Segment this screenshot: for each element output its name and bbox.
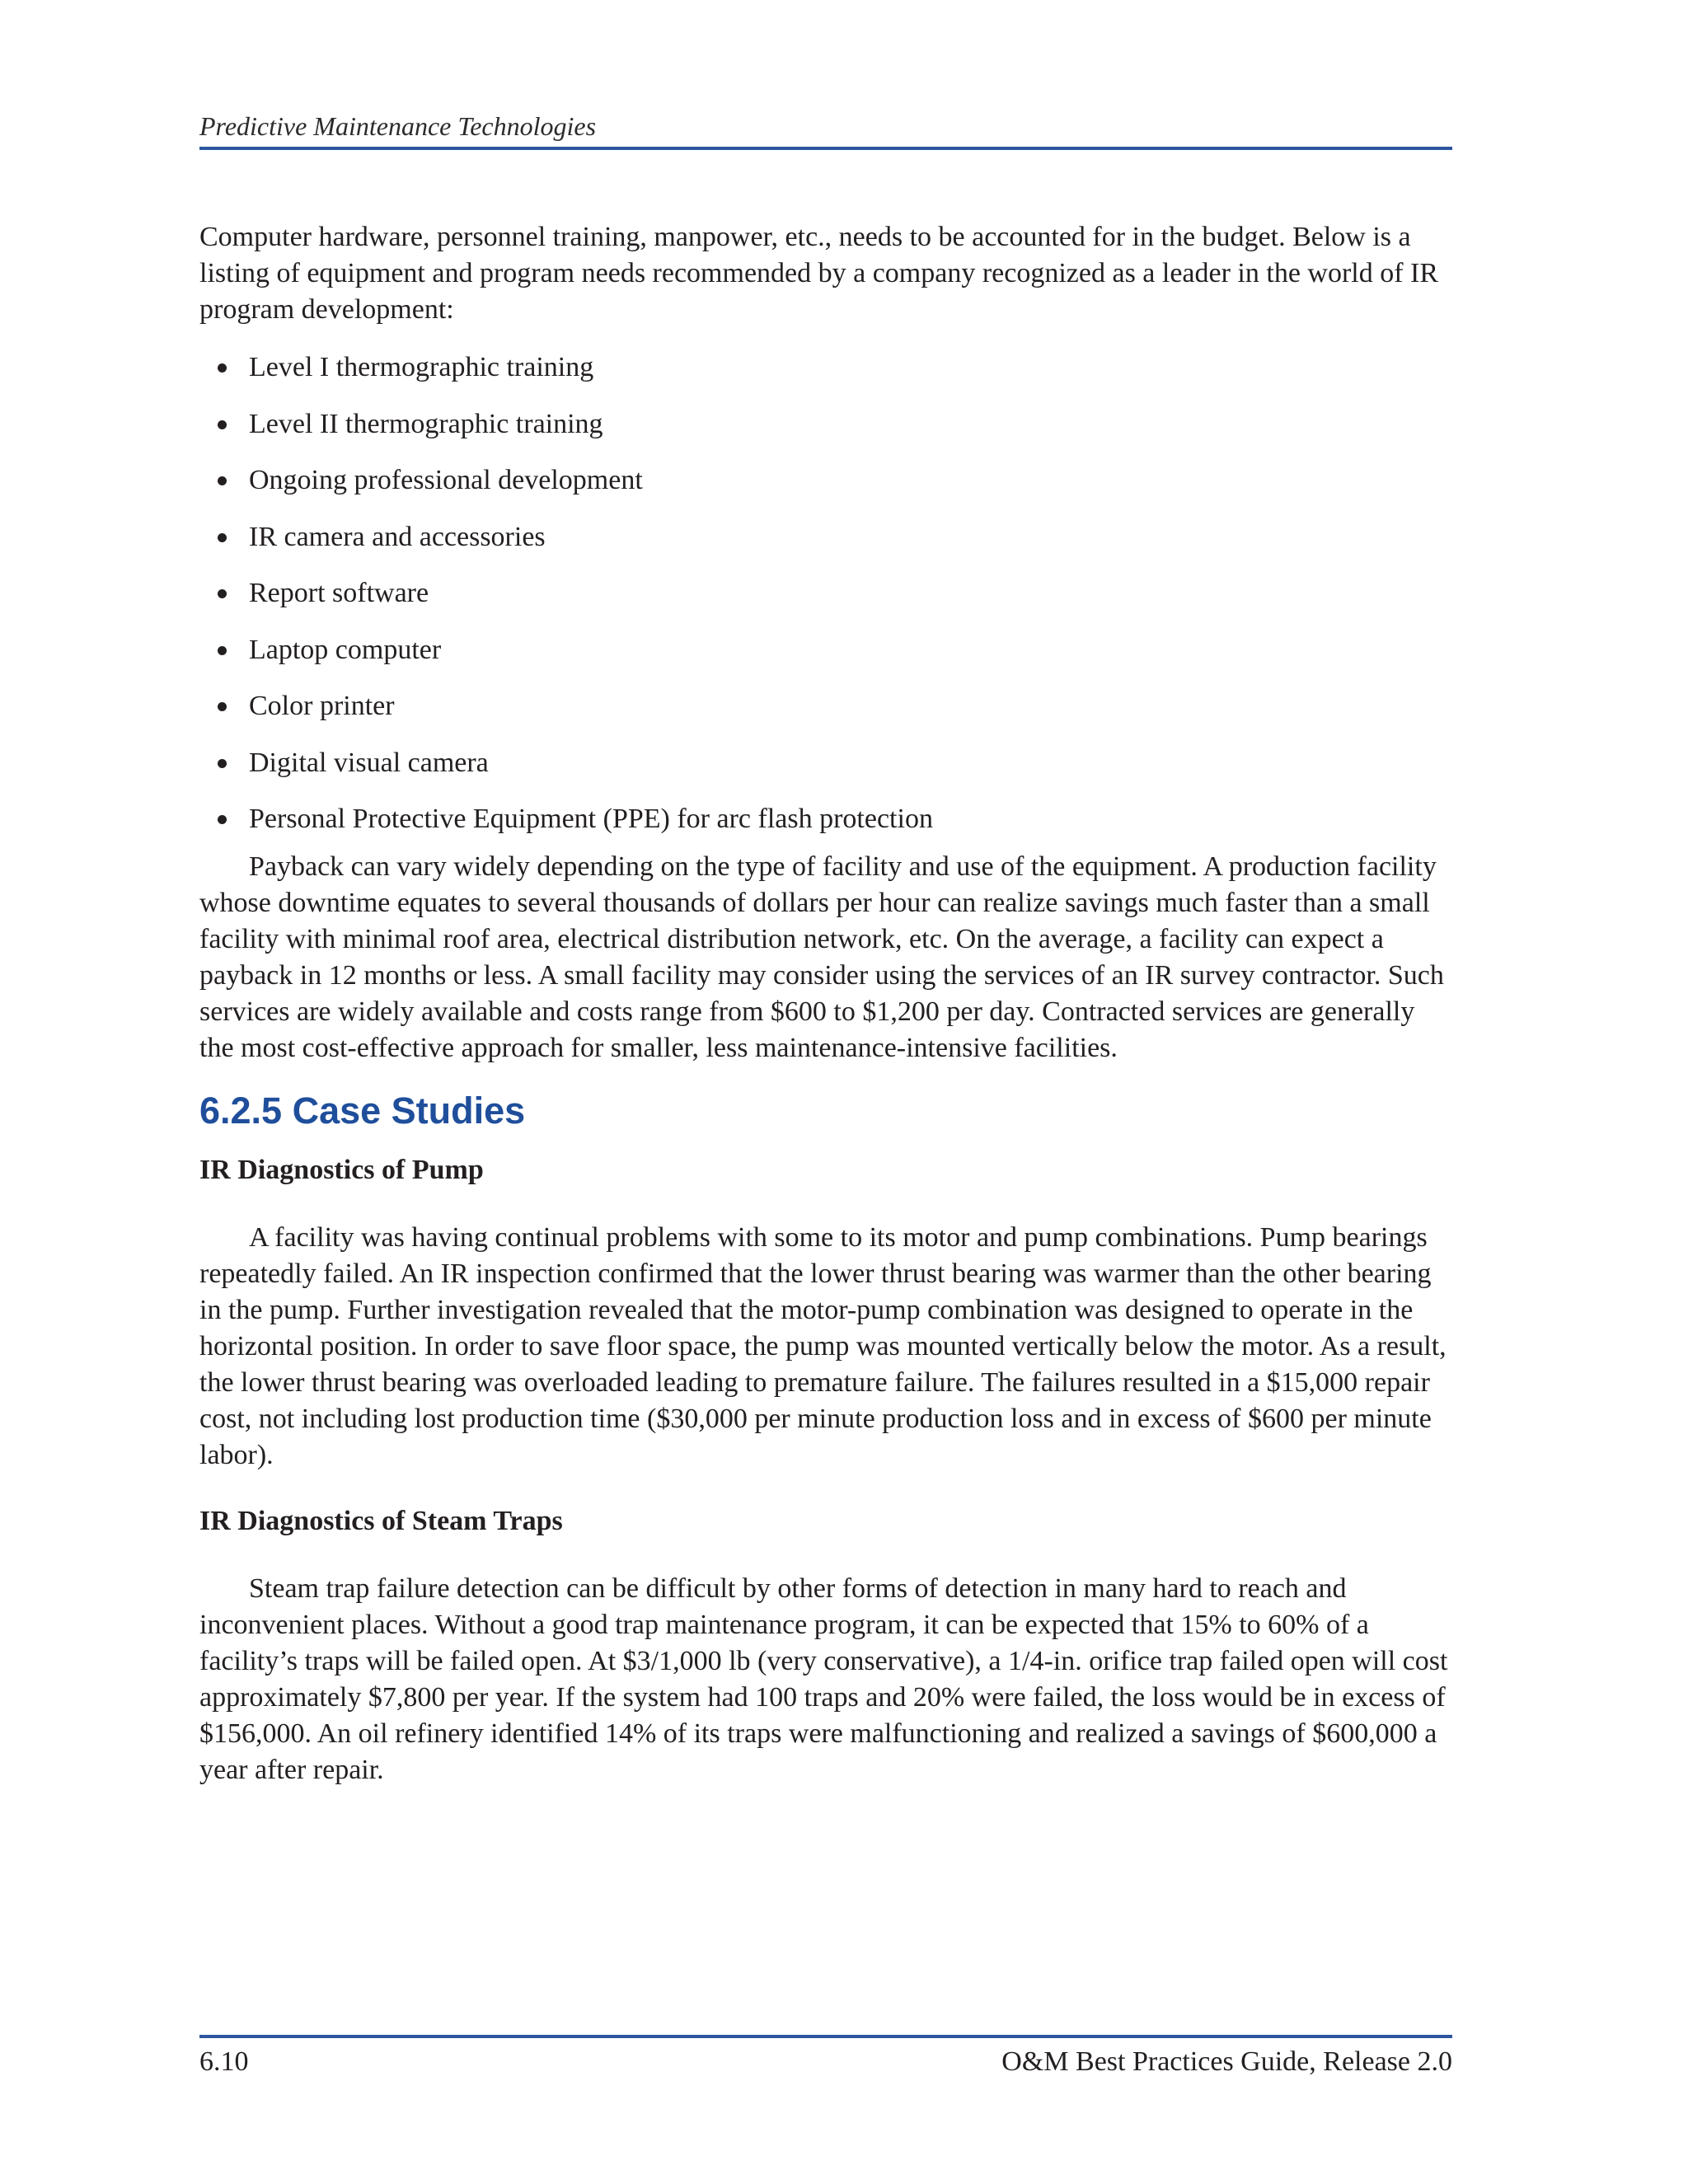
list-item — [199, 632, 1452, 668]
page-content — [199, 219, 1452, 1788]
bullet-icon — [218, 476, 227, 485]
bullet-icon — [218, 646, 227, 655]
list-item — [199, 519, 1452, 555]
list-item-text: Color printer — [249, 691, 395, 721]
section-heading: 6.2.5 Case Studies — [199, 1090, 526, 1132]
list-item — [199, 688, 1452, 724]
bullet-icon — [218, 702, 227, 711]
list-item-text: IR camera and accessories — [249, 521, 546, 552]
list-item-text: Personal Protective Equipment (PPE) for arc flash protection — [249, 804, 933, 834]
bullet-icon — [218, 363, 227, 373]
bullet-icon — [218, 533, 227, 542]
list-item-text: Digital visual camera — [249, 747, 489, 778]
case-study-text-steam-traps: Steam trap failure detection can be difficult by other forms of detection in many hard to reach and inconvenient places. Without a good trap maintenance program, it can be expected that 15% to 60% of a facility’s traps will be failed open. At $3/1,000 lb (very conservative), a 1/4-in. orifice trap failed open will cost approximately $7,800 per year. If the system had 100 traps and 20% were failed, the loss would be in excess of $156,000. An oil refinery identified 14% of its traps were malfunctioning and realized a savings of $600,000 a year after repair. — [199, 1573, 1448, 1785]
case-study-text-pump: A facility was having continual problems with some to its motor and pump combinations. Pump bearings repeatedly failed. An IR inspection confirmed that the lower thrust bearing was warmer than the other bearing in the pump. Further investigation revealed that the motor-pump combination was designed to operate in the horizontal position. In order to save floor space, the pump was mounted vertically below the motor. As a result, the lower thrust bearing was overloaded leading to premature failure. The failures resulted in a $15,000 repair cost, not including lost production time ($30,000 per minute production loss and in excess of $600 per minute labor). — [199, 1222, 1447, 1470]
list-item-text: Ongoing professional development — [249, 465, 643, 495]
case-study-title-steam-traps: IR Diagnostics of Steam Traps — [199, 1506, 563, 1536]
bullet-icon — [218, 420, 227, 429]
page-number: 6.10 — [199, 2046, 249, 2077]
payback-paragraph: Payback can vary widely depending on the type of facility and use of the equipment. A production facility whose downtime equates to several thousands of dollars per hour can realize savings much faster than a small facility with minimal roof area, electrical distribution network, etc. On the average, a facility can expect a payback in 12 months or less. A small facility may consider using the services of an IR survey contractor. Such services are widely available and costs range from $600 to $1,200 per day. Contracted services are generally the most cost-effective approach for smaller, less maintenance-intensive facilities. — [199, 851, 1444, 1063]
bullet-icon — [218, 815, 227, 824]
list-item — [199, 745, 1452, 781]
list-item — [199, 462, 1452, 499]
list-item — [199, 406, 1452, 443]
list-item — [199, 575, 1452, 612]
footer-rule — [199, 2035, 1452, 2038]
list-item-text: Report software — [249, 578, 429, 608]
intro-paragraph: Computer hardware, personnel training, manpower, etc., needs to be accounted for in the budget. Below is a listing of equipment and program needs recommended by a company recognized as a leader in the world of IR program development: — [199, 222, 1439, 325]
running-header: Predictive Maintenance Technologies — [199, 111, 597, 141]
list-item-text: Laptop computer — [249, 634, 442, 665]
bullet-icon — [218, 759, 227, 768]
case-study-title-pump: IR Diagnostics of Pump — [199, 1155, 484, 1185]
publication-title: O&M Best Practices Guide, Release 2.0 — [1001, 2046, 1452, 2077]
bullet-icon — [218, 589, 227, 598]
header-rule — [199, 147, 1452, 150]
list-item-text: Level I thermographic training — [249, 352, 594, 382]
list-item — [199, 801, 1452, 837]
list-item-text: Level II thermographic training — [249, 408, 603, 439]
equipment-needs-list — [199, 349, 1452, 837]
list-item — [199, 349, 1452, 386]
document-page — [199, 0, 1452, 2184]
